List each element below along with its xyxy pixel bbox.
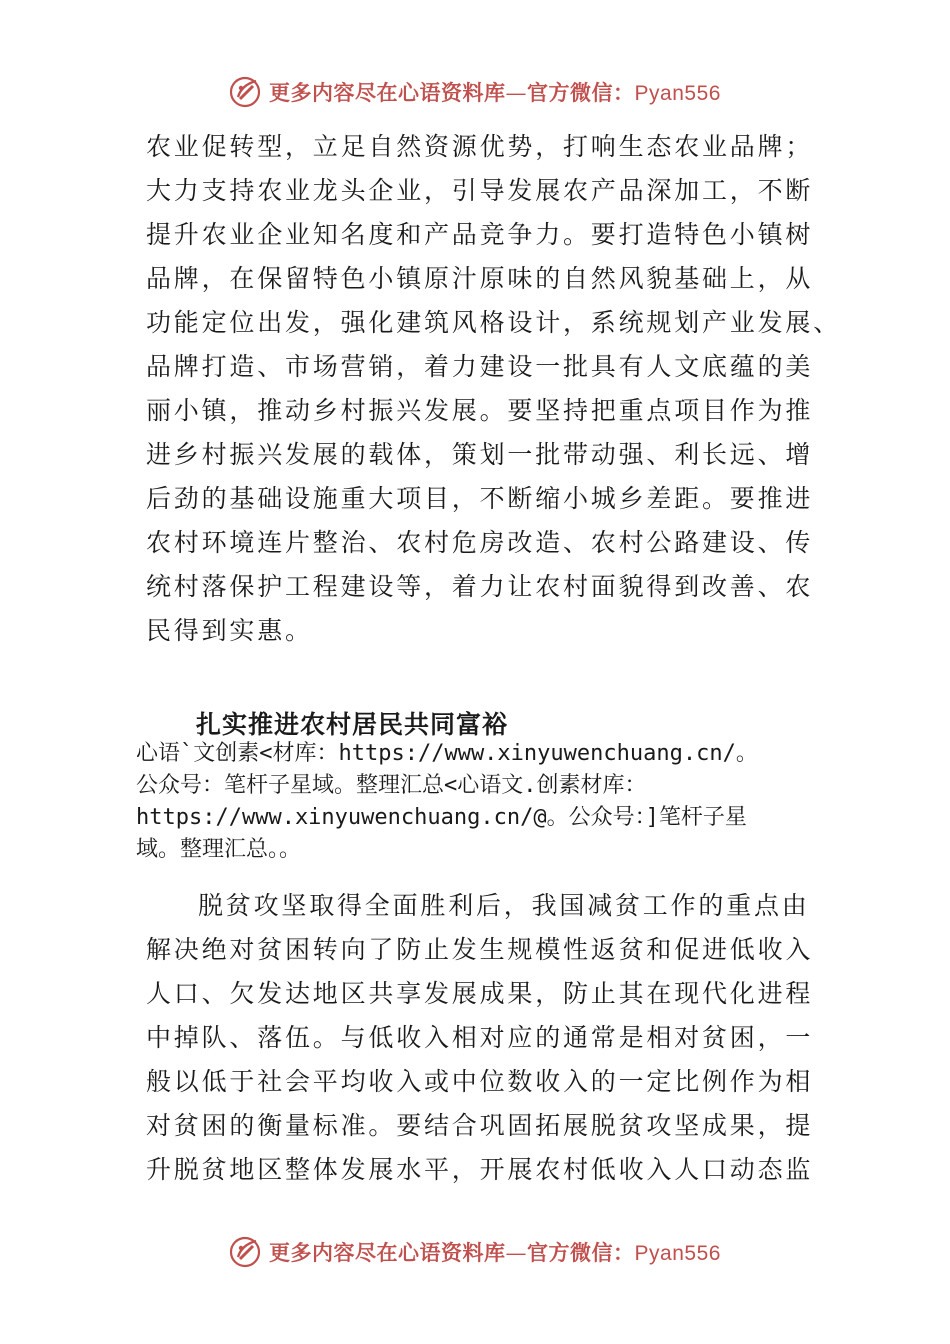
paragraph-line: 人口、欠发达地区共享发展成果，防止其在现代化进程 — [146, 979, 814, 1008]
paragraph-line: 后劲的基础设施重大项目，不断缩小城乡差距。要推进 — [146, 484, 814, 513]
paragraph-line: 升脱贫地区整体发展水平，开展农村低收入人口动态监 — [146, 1155, 814, 1184]
source-line: 公众号：笔杆子星域。整理汇总<心语文.创素材库： — [136, 773, 647, 798]
paragraph-line: 脱贫攻坚取得全面胜利后，我国减贫工作的重点由 — [198, 891, 810, 920]
watermark-wechat-id: Pyan556 — [634, 1242, 721, 1265]
watermark-slogan: 更多内容尽在心语资料库 — [269, 1240, 506, 1265]
source-line: 域。整理汇总。。 — [136, 837, 302, 862]
paragraph-line: 民得到实惠。 — [146, 616, 313, 645]
watermark-wechat-id: Pyan556 — [634, 82, 721, 105]
source-note — [136, 738, 836, 866]
paragraph-line: 提升农业企业知名度和产品竞争力。要打造特色小镇树 — [146, 220, 814, 249]
paragraph-line: 农业促转型，立足自然资源优势，打响生态农业品牌； — [146, 132, 814, 161]
brand-logo-icon — [229, 75, 263, 109]
footer-watermark — [0, 1232, 950, 1272]
paragraph-line: 对贫困的衡量标准。要结合巩固拓展脱贫攻坚成果，提 — [146, 1111, 814, 1140]
section-heading: 扎实推进农村居民共同富裕 — [196, 710, 509, 739]
watermark-dash: — — [505, 81, 528, 105]
source-line: 心语`文创素<材库：https://www.xinyuwenchuang.cn/。 — [136, 741, 758, 766]
paragraph-line: 丽小镇，推动乡村振兴发展。要坚持把重点项目作为推 — [146, 396, 814, 425]
paragraph-line: 品牌打造、市场营销，着力建设一批具有人文底蕴的美 — [146, 352, 814, 381]
paragraph-line: 统村落保护工程建设等，着力让农村面貌得到改善、农 — [146, 572, 814, 601]
watermark-dash: — — [505, 1241, 528, 1265]
paragraph-line: 般以低于社会平均收入或中位数收入的一定比例作为相 — [146, 1067, 814, 1096]
watermark-text — [269, 77, 721, 107]
paragraph-line: 功能定位出发，强化建筑风格设计，系统规划产业发展、 — [146, 308, 842, 337]
body-paragraph-2 — [146, 884, 814, 1192]
header-watermark — [0, 72, 950, 112]
brand-logo-icon — [229, 1235, 263, 1269]
paragraph-line: 中掉队、落伍。与低收入相对应的通常是相对贫困，一 — [146, 1023, 814, 1052]
paragraph-line: 进乡村振兴发展的载体，策划一批带动强、利长远、增 — [146, 440, 814, 469]
watermark-wechat-label: 官方微信： — [527, 80, 635, 105]
paragraph-line: 解决绝对贫困转向了防止发生规模性返贫和促进低收入 — [146, 935, 814, 964]
watermark-wechat-label: 官方微信： — [527, 1240, 635, 1265]
body-paragraph-1 — [146, 125, 842, 653]
paragraph-line: 农村环境连片整治、农村危房改造、农村公路建设、传 — [146, 528, 814, 557]
paragraph-line: 大力支持农业龙头企业，引导发展农产品深加工，不断 — [146, 176, 814, 205]
source-line: https://www.xinyuwenchuang.cn/@。公众号：]笔杆子星 — [136, 805, 747, 830]
watermark-slogan: 更多内容尽在心语资料库 — [269, 80, 506, 105]
paragraph-line: 品牌，在保留特色小镇原汁原味的自然风貌基础上，从 — [146, 264, 814, 293]
watermark-text — [269, 1237, 721, 1267]
